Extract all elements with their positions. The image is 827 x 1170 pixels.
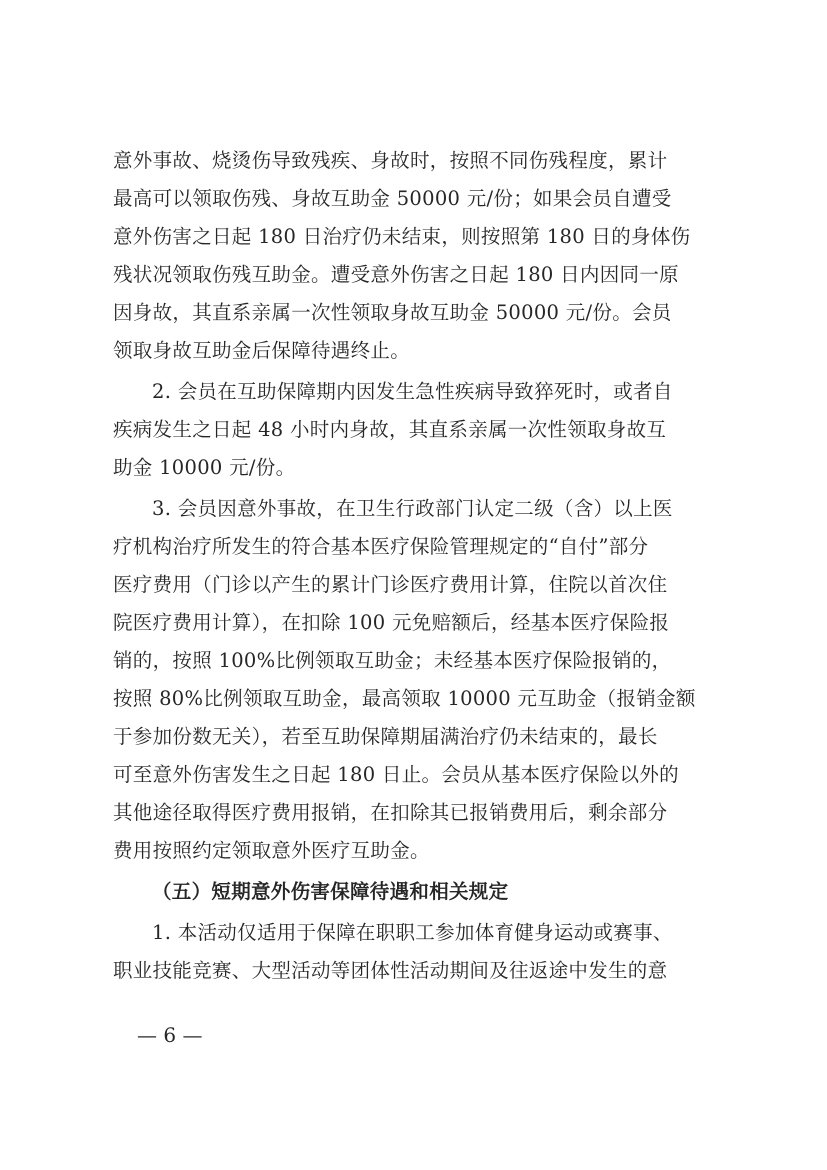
- text-line: 于参加份数无关），若至互助保障期届满治疗仍未结束的，最长: [113, 725, 658, 748]
- text-line: 可至意外伤害发生之日起 180 日止。会员从基本医疗保险以外的: [113, 763, 679, 786]
- text-line: 费用按照约定领取意外医疗互助金。: [113, 839, 430, 862]
- section-heading: （五）短期意外伤害保障待遇和相关规定: [152, 880, 509, 903]
- paragraph-5-first-line: 1. 本活动仅适用于保障在职职工参加体育健身运动或赛事、: [152, 921, 673, 944]
- text-line: 院医疗费用计算），在扣除 100 元免赔额后，经基本医疗保险报: [113, 611, 670, 634]
- text-line: 因身故，其直系亲属一次性领取身故互助金 50000 元/份。会员: [113, 301, 672, 324]
- text-line: 疾病发生之日起 48 小时内身故，其直系亲属一次性领取身故互: [113, 418, 667, 441]
- text-line: 领取身故互助金后保障待遇终止。: [113, 339, 411, 362]
- text-line: 意外事故、烧烫伤导致残疾、身故时，按照不同伤残程度，累计: [113, 149, 668, 172]
- text-line: 职业技能竞赛、大型活动等团体性活动期间及往返途中发生的意: [113, 959, 668, 982]
- text-line: 疗机构治疗所发生的符合基本医疗保险管理规定的“自付”部分: [113, 535, 649, 558]
- paragraph-3-first-line: 3. 会员因意外事故，在卫生行政部门认定二级（含）以上医: [152, 497, 673, 520]
- text-line: 按照 80%比例领取互助金，最高领取 10000 元互助金（报销金额: [113, 687, 696, 710]
- text-line: 其他途径取得医疗费用报销，在扣除其已报销费用后，剩余部分: [113, 801, 668, 824]
- text-line: 医疗费用（门诊以产生的累计门诊医疗费用计算，住院以首次住: [113, 573, 668, 596]
- text-line: 销的，按照 100%比例领取互助金；未经基本医疗保险报销的，: [113, 649, 672, 672]
- text-line: 意外伤害之日起 180 日治疗仍未结束，则按照第 180 日的身体伤: [113, 225, 691, 248]
- text-line: 残状况领取伤残互助金。遭受意外伤害之日起 180 日内因同一原: [113, 263, 679, 286]
- text-line: 最高可以领取伤残、身故互助金 50000 元/份；如果会员自遭受: [113, 187, 672, 210]
- text-line: 助金 10000 元/份。: [113, 456, 296, 479]
- paragraph-2-first-line: 2. 会员在互助保障期内因发生急性疾病导致猝死时，或者自: [152, 380, 673, 403]
- page-number: — 6 —: [137, 1023, 203, 1047]
